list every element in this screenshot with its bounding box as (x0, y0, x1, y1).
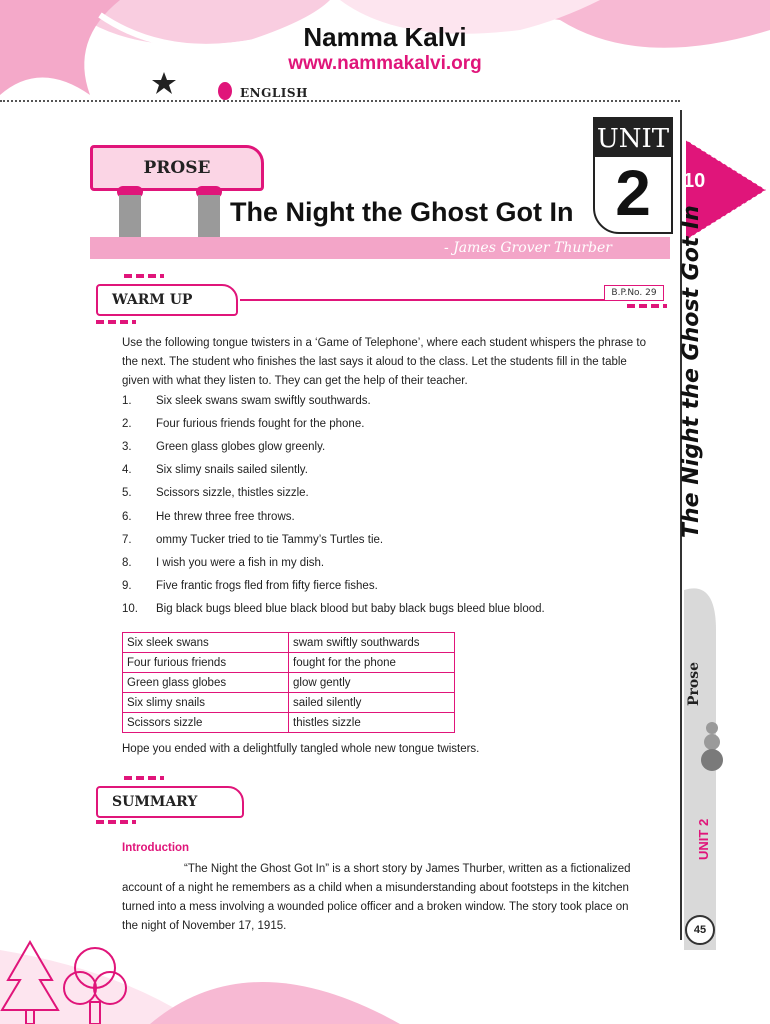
footer-decoration (0, 930, 400, 1024)
table-cell: fought for the phone (289, 653, 455, 673)
table-row (123, 713, 455, 733)
toppers-star-logo (150, 70, 192, 98)
instructions-line: the next. The student who finishes the last says it aloud to the class. Let the students fill in the table (122, 356, 627, 368)
site-name: Namma Kalvi (303, 22, 467, 52)
warmup-dashes-bottom (96, 320, 136, 324)
intro-line: account of a night he remembers as a child when a misunderstanding about footsteps in the kitchen (122, 882, 629, 894)
unit-number: 2 (615, 157, 651, 229)
summary-dashes-bottom (96, 820, 136, 824)
introduction-heading: Introduction (122, 842, 190, 854)
warmup-instructions (122, 334, 678, 391)
list-item: 4. Six slimy snails sailed silently. (122, 464, 308, 476)
chapter-title: The Night the Ghost Got In (230, 197, 574, 227)
table-row (123, 693, 455, 713)
bp-number-badge: B.P.No. 29 (604, 285, 664, 301)
table-cell: Six slimy snails (123, 693, 289, 713)
summary-dashes-top (124, 776, 164, 780)
intro-line: “The Night the Ghost Got In” is a short story by James Thurber, written as a fictionalized (184, 863, 631, 875)
english-marker (218, 82, 232, 100)
table-row (123, 673, 455, 693)
warmup-dashes-top (124, 274, 164, 278)
sidebar-section-label: Prose (686, 661, 702, 706)
table-cell: Green glass globes (123, 673, 289, 693)
header-divider (0, 100, 680, 102)
bpno-dashes (627, 304, 667, 308)
page-number: 45 (685, 915, 715, 945)
subject-label: ENGLISH (240, 86, 308, 100)
list-item: 3. Green glass globes glow greenly. (122, 441, 326, 453)
table-row (123, 633, 455, 653)
intro-line: the night of November 17, 1915. (122, 920, 287, 932)
summary-heading: SUMMARY (96, 786, 244, 818)
tongue-twister-table (122, 632, 455, 733)
list-item: 6. He threw three free throws. (122, 511, 295, 523)
pillar-left (119, 195, 141, 237)
author-name: - James Grover Thurber (444, 240, 612, 256)
list-item: 10. Big black bugs bleed blue black blood but baby black bugs bleed blue blood. (122, 603, 545, 615)
star-icon (150, 70, 192, 96)
list-item: 1. Six sleek swans swam swiftly southwards. (122, 395, 371, 407)
list-item: 5. Scissors sizzle, thistles sizzle. (122, 487, 309, 499)
unit-label: UNIT (595, 119, 671, 157)
section-label-sign: PROSE (90, 145, 264, 191)
warmup-heading: WARM UP (96, 284, 238, 316)
table-cell: Six sleek swans (123, 633, 289, 653)
list-item: 9. Five frantic frogs fled from fifty fierce fishes. (122, 580, 378, 592)
sidebar-vertical-title: The Night the Ghost Got In (679, 205, 704, 538)
instructions-line: Use the following tongue twisters in a ‘Game of Telephone’, where each student whispers the phrase to (122, 337, 646, 349)
instructions-line: given with what they listen to. They can get the help of their teacher. (122, 375, 468, 387)
warmup-closing: Hope you ended with a delightfully tangled whole new tongue twisters. (122, 743, 480, 755)
intro-line: turned into a mess involving a wounded police officer and a broken window. The story took place on (122, 901, 629, 913)
list-item: 7. ommy Tucker tried to tie Tammy’s Turtles tie. (122, 534, 384, 546)
site-url[interactable]: www.nammakalvi.org (288, 53, 482, 74)
sidebar-unit-label: UNIT 2 (696, 818, 711, 860)
table-cell: thistles sizzle (289, 713, 455, 733)
list-item: 2. Four furious friends fought for the phone. (122, 418, 365, 430)
table-cell: swam swiftly southwards (289, 633, 455, 653)
pillar-right (198, 195, 220, 237)
unit-box (593, 117, 673, 234)
table-row (123, 653, 455, 673)
warmup-rule (240, 299, 604, 301)
table-cell: sailed silently (289, 693, 455, 713)
table-cell: Scissors sizzle (123, 713, 289, 733)
table-cell: Four furious friends (123, 653, 289, 673)
introduction-paragraph (122, 860, 678, 936)
chapter-tab-number: 10 (683, 170, 706, 192)
list-item: 8. I wish you were a fish in my dish. (122, 557, 325, 569)
table-cell: glow gently (289, 673, 455, 693)
